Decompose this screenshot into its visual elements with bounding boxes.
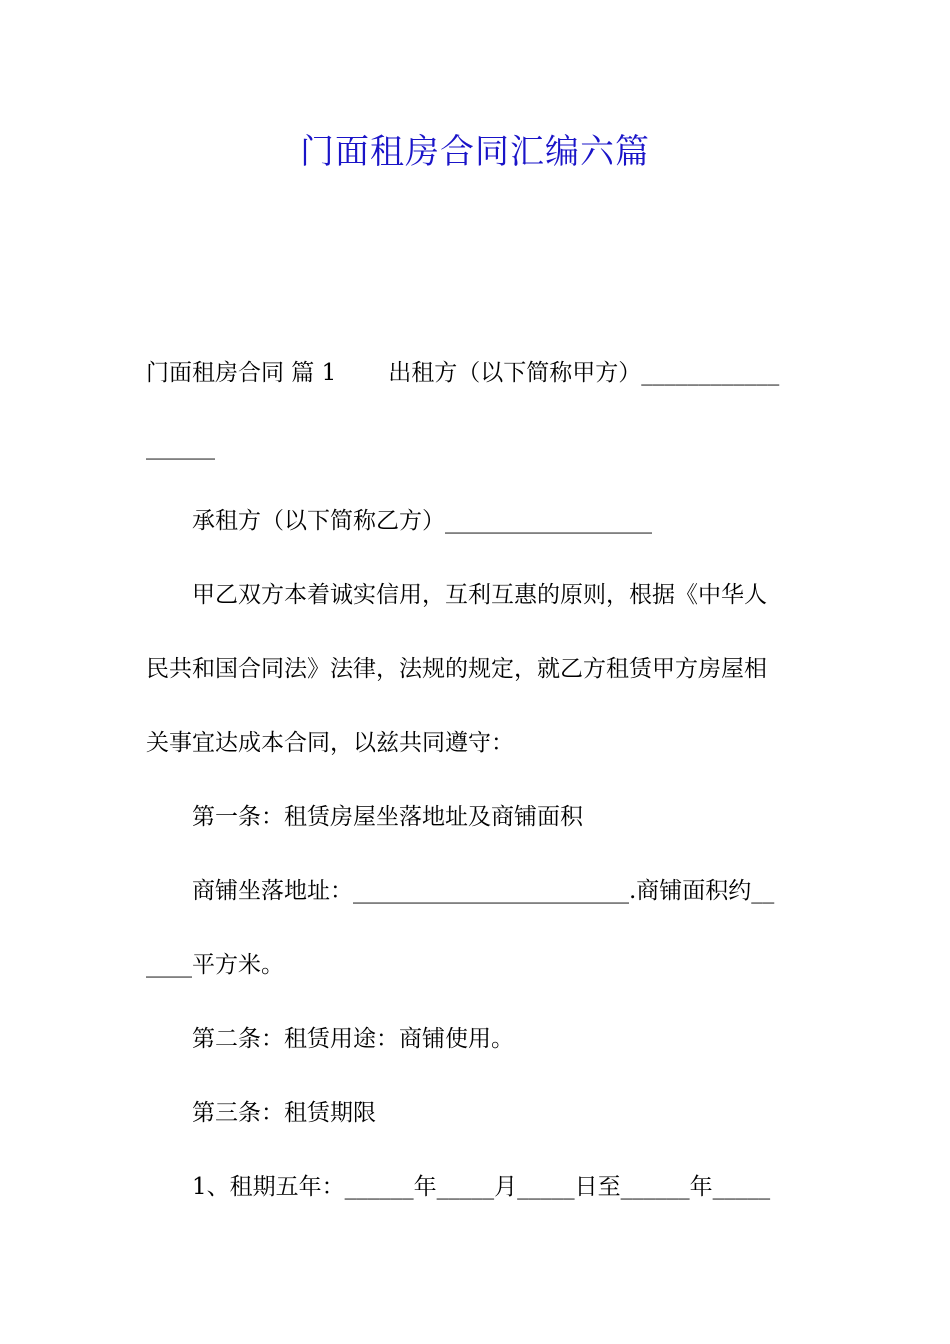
- paragraph-line: 1、租期五年：______年_____月_____日至______年_____: [192, 1174, 771, 1200]
- paragraph-line: 民共和国合同法》法律，法规的规定，就乙方租赁甲方房屋相: [146, 656, 767, 682]
- paragraph-line: 第三条：租赁期限: [192, 1100, 376, 1126]
- paragraph-line: [146, 336, 806, 410]
- paragraph-line: 商铺坐落地址：________________________.商铺面积约__: [192, 878, 775, 904]
- document-title: 门面租房合同汇编六篇: [300, 132, 650, 172]
- section-heading: 门面租房合同 篇 1: [146, 360, 337, 386]
- paragraph-line: 第一条：租赁房屋坐落地址及商铺面积: [192, 804, 583, 830]
- paragraph-line: 甲乙双方本着诚实信用，互利互惠的原则，根据《中华人: [192, 582, 767, 608]
- paragraph-line: 第二条：租赁用途：商铺使用。: [192, 1026, 514, 1052]
- document-body: [146, 336, 806, 1224]
- paragraph-line: 承租方（以下简称乙方）__________________: [192, 508, 652, 534]
- paragraph-line: ______: [146, 434, 215, 460]
- lessor-field: 出租方（以下简称甲方）____________: [388, 360, 780, 386]
- paragraph-line: 关事宜达成本合同，以兹共同遵守：: [146, 730, 514, 756]
- paragraph-line: ____平方米。: [146, 952, 284, 978]
